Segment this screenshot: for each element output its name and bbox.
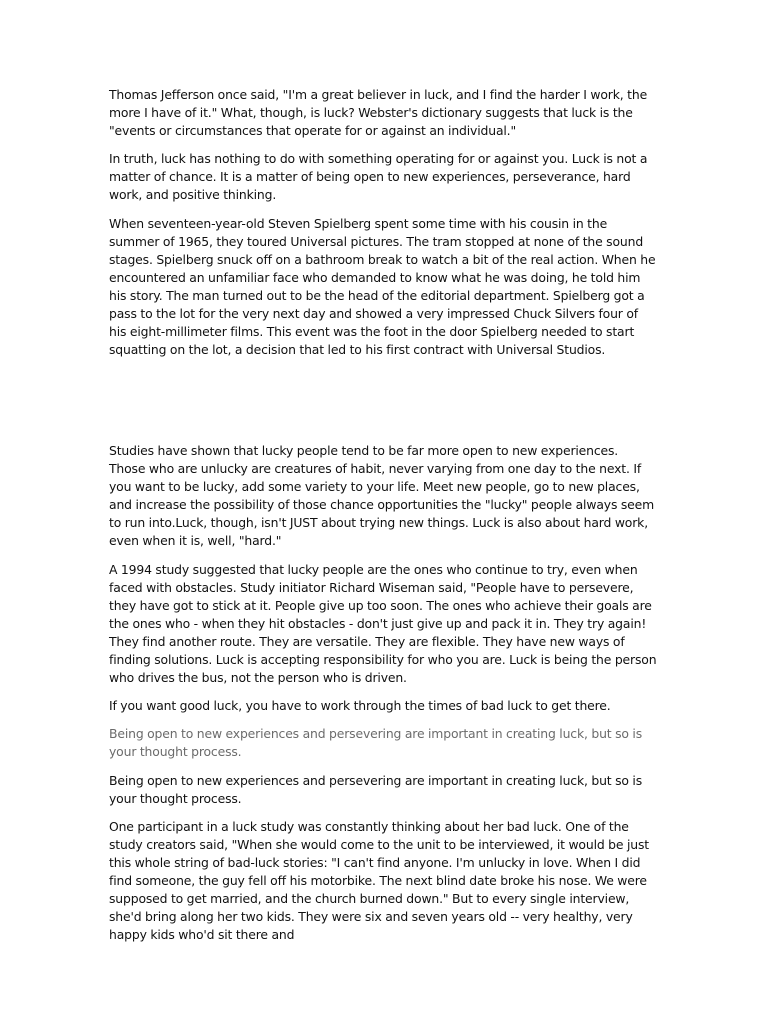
paragraph-pull-quote: Being open to new experiences and persevering are important in creating luck, but so is your thought process.: [109, 726, 643, 760]
paragraph-participant-story: One participant in a luck study was constantly thinking about her bad luck. One of the study creators said, "When she would come to the unit to be interviewed, it would be just this whole string of bad-luck stories: "I can't find anyone. I'm unlucky in love. When I did find someone, the guy fell off his motorbike. The next blind date broke his nose. We were supposed to get married, and the church burned down." But to every single interview, she'd bring along her two kids. They were six and seven years old -- very healthy, very happy kids who'd sit there and: [109, 818, 649, 943]
paragraph-jefferson-quote: Thomas Jefferson once said, "I'm a great believer in luck, and I find the harder I work, the more I have of it." What, though, is luck? Webster's dictionary suggests that luck is the "events or circumstances that operate for or against an individual.": [109, 87, 648, 139]
paragraph-luck-definition: In truth, luck has nothing to do with something operating for or against you. Luck is not a matter of chance. It is a matter of being open to new experiences, perseverance, hard work, and positive thinking.: [109, 151, 648, 203]
text-block-top: [109, 86, 657, 359]
paragraph-spielberg-story: When seventeen-year-old Steven Spielberg spent some time with his cousin in the summer of 1965, they toured Universal pictures. The tram stopped at none of the sound stages. Spielberg snuck off on a bathroom break to watch a bit of the real action. When he encountered an unfamiliar face who demanded to know what he was doing, he told him his story. The man turned out to be the head of the editorial department. Spielberg got a pass to the lot for the very next day and showed a very impressed Chuck Silvers four of his eight-millimeter films. This event was the foot in the door Spielberg needed to start squatting on the lot, a decision that led to his first contract with Universal Studios.: [109, 215, 656, 358]
text-block-bottom: [109, 442, 657, 944]
paragraph-wiseman-study: A 1994 study suggested that lucky people are the ones who continue to try, even when faced with obstacles. Study initiator Richard Wiseman said, "People have to persevere, they have got to stick at it. People give up too soon. The ones who achieve their goals are the ones who - when they hit obstacles - don't just give up and pack it in. They try again! They find another route. They are versatile. They are flexible. They have new ways of finding solutions. Luck is accepting responsibility for who you are. Luck is being the person who drives the bus, not the person who is driven.: [109, 561, 657, 686]
paragraph-open-to-experiences: Studies have shown that lucky people tend to be far more open to new experiences. Those who are unlucky are creatures of habit, never varying from one day to the next. If you want to be lucky, add some variety to your life. Meet new people, go to new places, and increase the possibility of those chance opportunities the "lucky" people always seem to run into.Luck, though, isn't JUST about trying new things. Luck is also about hard work, even when it is, well, "hard.": [109, 443, 655, 549]
paragraph-thought-process: Being open to new experiences and persevering are important in creating luck, but so is your thought process.: [109, 772, 643, 806]
paragraph-bad-luck-times: If you want good luck, you have to work through the times of bad luck to get there.: [109, 698, 611, 714]
